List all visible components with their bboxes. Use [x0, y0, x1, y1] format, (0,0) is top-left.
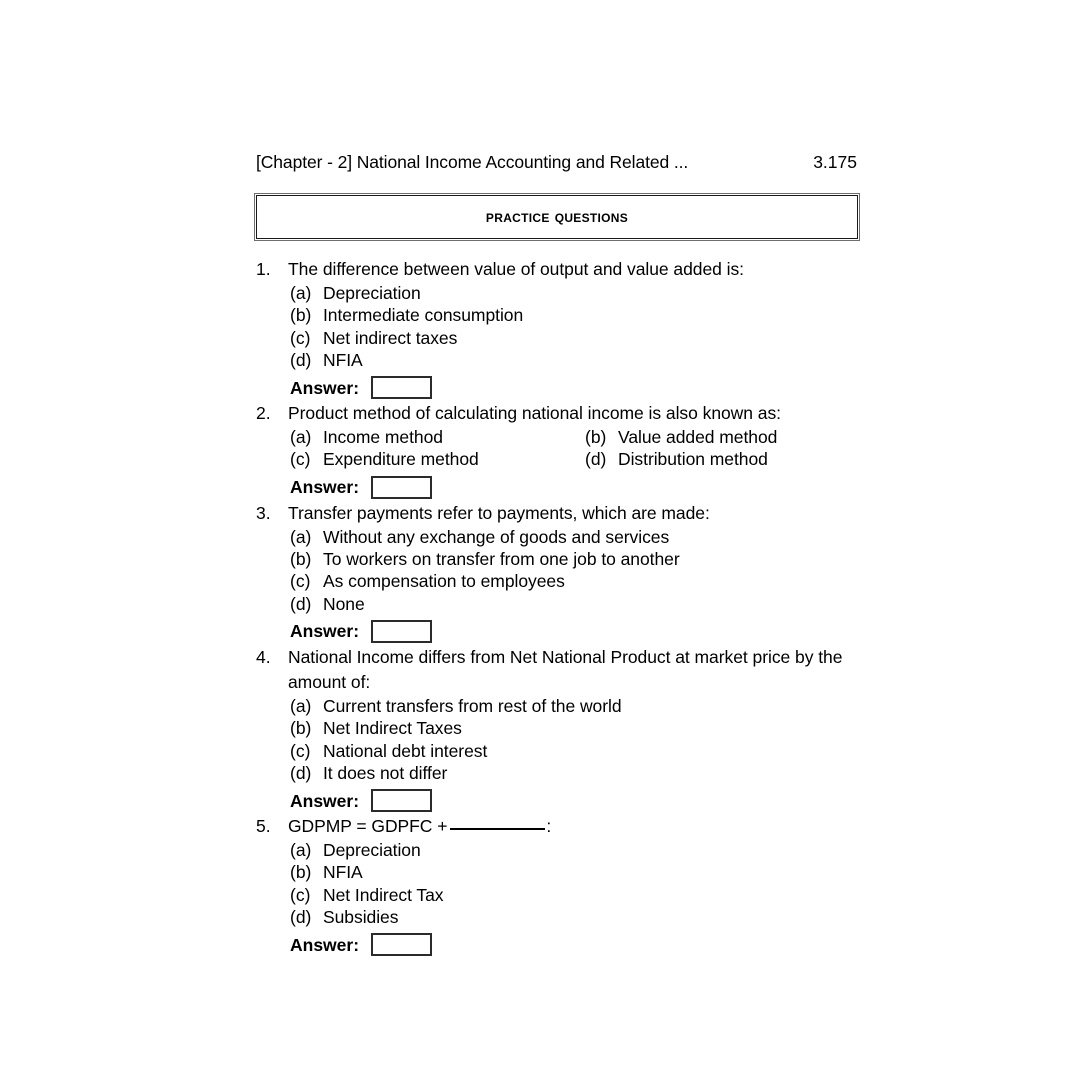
fill-in-blank: [450, 828, 545, 830]
option-label: (a): [290, 695, 312, 716]
option-label: (d): [290, 907, 312, 928]
question-stem: Product method of calculating national income is also known as:: [288, 403, 781, 424]
option-text: Current transfers from rest of the world: [323, 695, 622, 716]
option-list: [288, 695, 858, 784]
option-text: Intermediate consumption: [323, 305, 524, 326]
answer-row: [288, 618, 858, 645]
section-heading-title: practice questions: [485, 207, 629, 226]
option-item[interactable]: [288, 282, 858, 304]
question-item: [256, 814, 858, 958]
option-text: Value added method: [618, 427, 778, 448]
option-item[interactable]: [288, 327, 858, 349]
option-text: National debt interest: [323, 740, 488, 761]
option-item[interactable]: [583, 448, 858, 470]
question-stem-suffix: :: [546, 816, 552, 837]
option-label: (d): [290, 762, 312, 783]
option-text: To workers on transfer from one job to another: [323, 549, 680, 570]
option-item[interactable]: [288, 906, 858, 928]
answer-row: [288, 931, 858, 958]
section-heading-box: [256, 195, 858, 239]
option-label: (d): [290, 349, 312, 370]
option-text: Without any exchange of goods and services: [323, 526, 670, 547]
option-label: (c): [290, 884, 311, 905]
question-stem: [288, 814, 858, 839]
answer-input-box[interactable]: [371, 376, 432, 399]
option-text: Subsidies: [323, 907, 399, 928]
question-number: 5.: [256, 816, 271, 837]
answer-label: Answer:: [290, 934, 360, 955]
option-label: (b): [290, 305, 312, 326]
option-label: (d): [585, 449, 607, 470]
option-text: Net Indirect Tax: [323, 884, 444, 905]
question-number: 2.: [256, 403, 271, 424]
answer-label: Answer:: [290, 477, 360, 498]
option-text: It does not differ: [323, 762, 448, 783]
option-text: Income method: [323, 427, 443, 448]
option-label: (b): [290, 549, 312, 570]
question-number: 1.: [256, 259, 271, 279]
running-head: [256, 150, 858, 174]
option-item[interactable]: [288, 861, 858, 883]
option-list: [288, 426, 858, 471]
chapter-title: [Chapter - 2] National Income Accounting and Related ...: [256, 152, 689, 172]
option-label: (a): [290, 283, 312, 303]
question-item: [256, 257, 858, 401]
question-stem: Transfer payments refer to payments, which are made:: [288, 502, 710, 523]
option-item[interactable]: [288, 570, 858, 592]
option-text: Net indirect taxes: [323, 327, 458, 348]
option-item[interactable]: [288, 304, 858, 326]
option-item[interactable]: [288, 740, 858, 762]
option-text: NFIA: [323, 349, 363, 370]
answer-label: Answer:: [290, 790, 360, 811]
option-item[interactable]: [288, 349, 858, 371]
answer-label: Answer:: [290, 621, 360, 642]
option-item[interactable]: [288, 593, 858, 615]
answer-input-box[interactable]: [371, 933, 432, 956]
question-stem: The difference between value of output and value added is:: [288, 259, 744, 279]
option-text: Distribution method: [618, 449, 768, 470]
option-item[interactable]: [288, 448, 583, 470]
option-list: [288, 526, 858, 615]
question-stem: National Income differs from Net National Product at market price by the amount of:: [288, 646, 843, 692]
option-label: (d): [290, 593, 312, 614]
answer-row: [288, 474, 858, 501]
option-label: (a): [290, 427, 312, 448]
page-number: 3.175: [813, 152, 857, 172]
option-text: Net Indirect Taxes: [323, 718, 462, 739]
question-item: [256, 645, 858, 814]
option-text: Depreciation: [323, 840, 421, 861]
option-item[interactable]: [288, 426, 583, 448]
question-item: [256, 501, 858, 645]
answer-row: [288, 374, 858, 401]
option-item[interactable]: [288, 548, 858, 570]
option-item[interactable]: [288, 884, 858, 906]
question-item: [256, 401, 858, 501]
option-label: (b): [585, 427, 607, 448]
option-text: None: [323, 593, 365, 614]
option-text: Expenditure method: [323, 449, 479, 470]
option-text: NFIA: [323, 862, 363, 883]
option-label: (c): [290, 449, 311, 470]
option-label: (c): [290, 571, 311, 592]
option-item[interactable]: [288, 717, 858, 739]
question-number: 3.: [256, 502, 271, 523]
document-page: [256, 150, 858, 958]
option-item[interactable]: [288, 839, 858, 861]
question-number: 4.: [256, 646, 271, 667]
option-list: [288, 839, 858, 928]
answer-label: Answer:: [290, 377, 360, 398]
option-label: (a): [290, 526, 312, 547]
answer-input-box[interactable]: [371, 476, 432, 499]
option-label: (c): [290, 740, 311, 761]
question-stem-text: GDPMP = GDPFC +: [288, 816, 448, 837]
option-list: [288, 282, 858, 371]
option-item[interactable]: [288, 695, 858, 717]
answer-input-box[interactable]: [371, 789, 432, 812]
option-label: (a): [290, 840, 312, 861]
option-item[interactable]: [583, 426, 858, 448]
answer-row: [288, 787, 858, 814]
option-label: (b): [290, 862, 312, 883]
practice-questions-list: [256, 257, 858, 958]
option-item[interactable]: [288, 762, 858, 784]
option-text: Depreciation: [323, 283, 421, 303]
option-label: (b): [290, 718, 312, 739]
option-label: (c): [290, 327, 311, 348]
answer-input-box[interactable]: [371, 620, 432, 643]
option-text: As compensation to employees: [323, 571, 565, 592]
option-item[interactable]: [288, 526, 858, 548]
